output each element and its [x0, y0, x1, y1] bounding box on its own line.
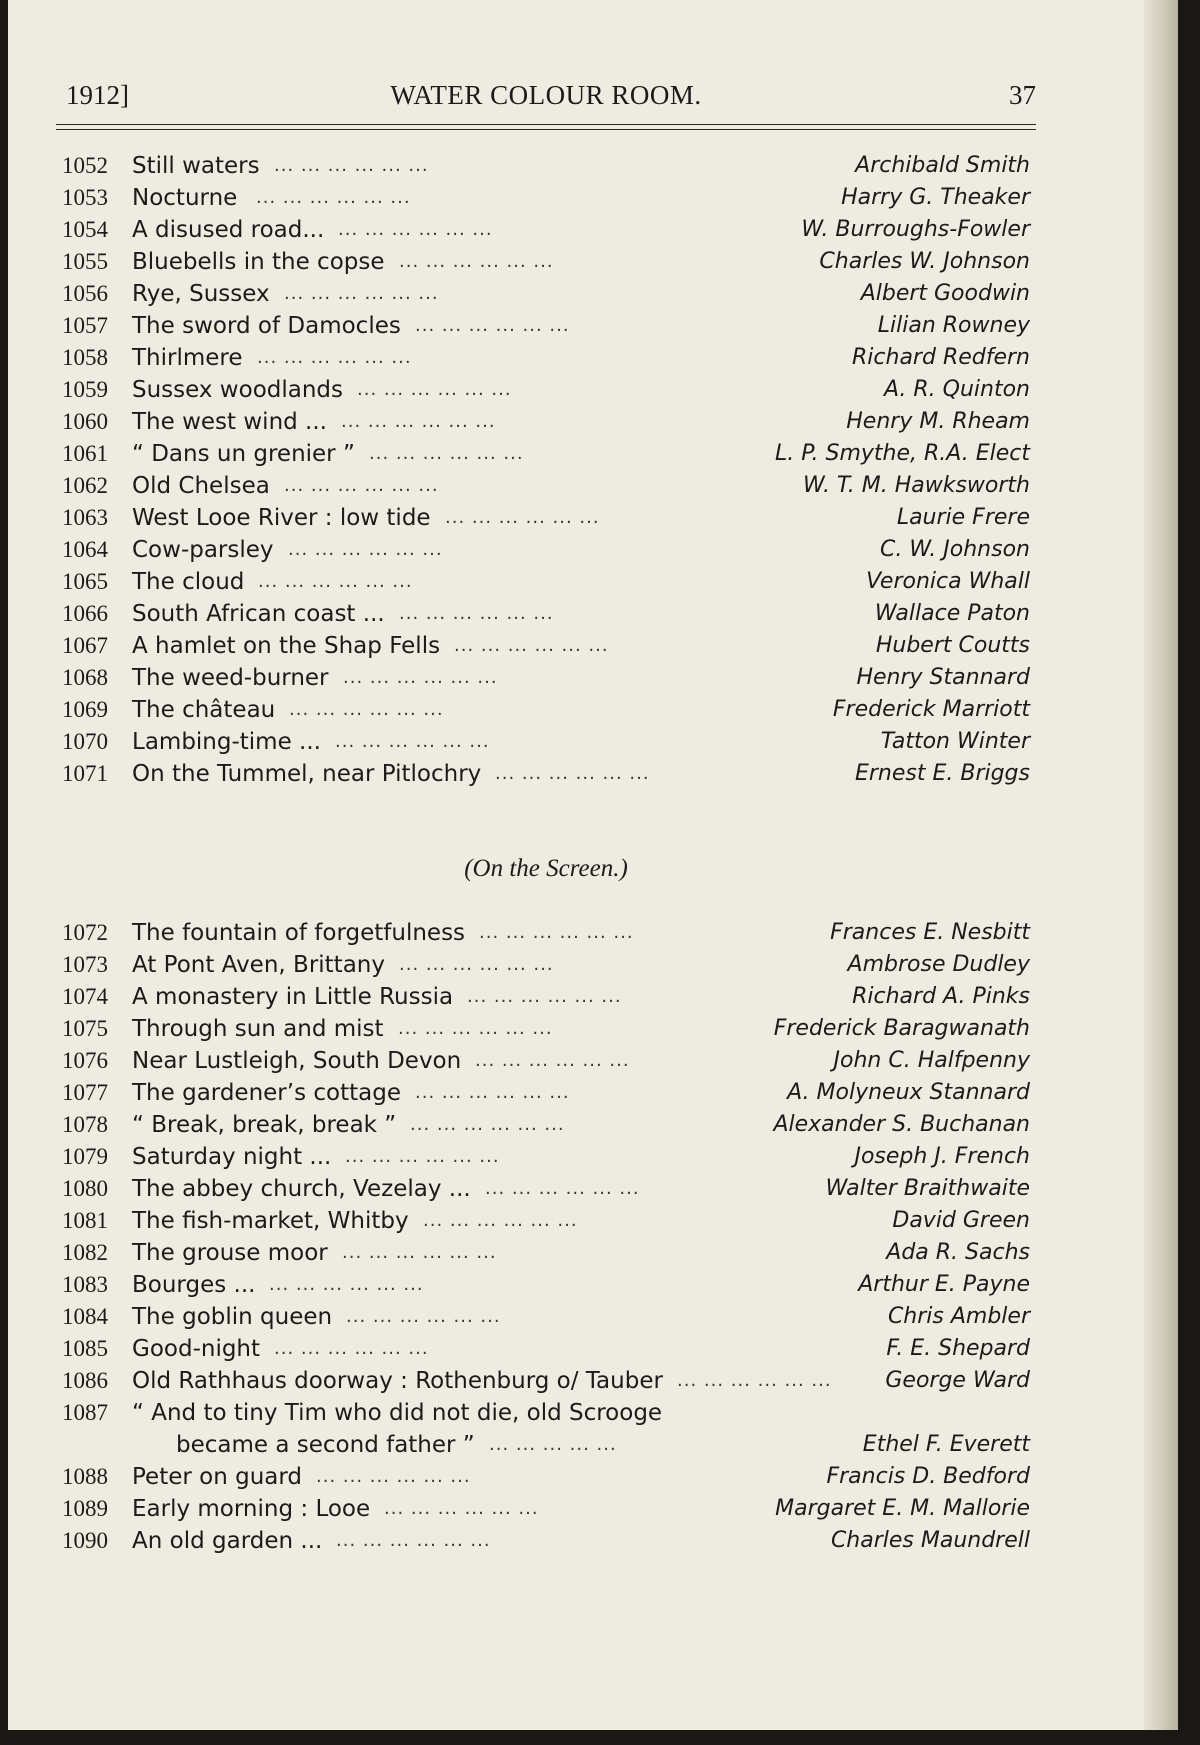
entry-number: 1072 — [62, 920, 108, 945]
catalogue-entry — [56, 662, 1036, 694]
catalogue-entry — [56, 182, 1036, 214]
entry-artist: Chris Ambler — [880, 1301, 1030, 1333]
entry-artist: Lilian Rowney — [870, 310, 1030, 342]
entry-artist: Harry G. Theaker — [833, 182, 1030, 214]
entry-number: 1052 — [62, 153, 108, 178]
leader-dots: ... ... ... ... ... ... — [336, 1530, 491, 1551]
entry-title: “ Break, break, break ” — [132, 1112, 397, 1138]
entry-title: The château — [132, 697, 276, 723]
entry-number: 1059 — [62, 377, 108, 402]
leader-dots: ... ... ... ... ... ... — [258, 571, 413, 592]
entry-number: 1074 — [62, 984, 108, 1009]
entry-artist: Richard A. Pinks — [844, 981, 1030, 1013]
running-header — [56, 80, 1036, 120]
entry-artist: Charles W. Johnson — [811, 246, 1030, 278]
entry-title: Near Lustleigh, South Devon — [132, 1048, 462, 1074]
entry-artist: Henry Stannard — [848, 662, 1030, 694]
entry-number: 1076 — [62, 1048, 108, 1073]
entry-number: 1058 — [62, 345, 108, 370]
catalogue-entry — [56, 374, 1036, 406]
catalogue-entry — [56, 566, 1036, 598]
catalogue-entry — [56, 694, 1036, 726]
entry-title: West Looe River : low tide — [132, 505, 431, 531]
catalogue-entry — [56, 758, 1036, 790]
entry-number: 1065 — [62, 569, 108, 594]
entry-artist: A. Molyneux Stannard — [779, 1077, 1030, 1109]
entry-title: At Pont Aven, Brittany — [132, 952, 385, 978]
leader-dots: ... ... ... ... ... ... — [257, 347, 412, 368]
leader-dots: ... ... ... ... ... ... — [289, 699, 444, 720]
entry-number: 1056 — [62, 281, 108, 306]
catalogue-entry — [56, 1525, 1036, 1557]
entry-title: Saturday night ... — [132, 1144, 332, 1170]
entry-number: 1063 — [62, 505, 108, 530]
leader-dots: ... ... ... ... ... ... — [316, 1466, 471, 1487]
leader-dots: ... ... ... ... ... ... — [475, 1050, 630, 1071]
catalogue-entry — [56, 1173, 1036, 1205]
section-heading-screen: (On the Screen.) — [464, 855, 628, 882]
catalogue-entry — [56, 917, 1036, 949]
entry-artist: Wallace Paton — [867, 598, 1030, 630]
entry-title: Early morning : Looe — [132, 1496, 371, 1522]
leader-dots: ... ... ... ... ... ... — [269, 1274, 424, 1295]
page-number: 37 — [1009, 80, 1036, 110]
catalogue-entry — [56, 1141, 1036, 1173]
entry-number: 1084 — [62, 1304, 108, 1329]
leader-dots: ... ... ... ... ... ... — [342, 1242, 497, 1263]
entry-artist: Richard Redfern — [844, 342, 1030, 374]
leader-dots: ... ... ... ... ... ... — [399, 954, 554, 975]
leader-dots: ... ... ... ... ... ... — [338, 219, 493, 240]
entry-number: 1088 — [62, 1464, 108, 1489]
entry-number: 1066 — [62, 601, 108, 626]
entry-number: 1053 — [62, 185, 108, 210]
catalogue-entry — [56, 438, 1036, 470]
entry-title: “ And to tiny Tim who did not die, old Scrooge — [132, 1400, 663, 1426]
catalogue-entry — [56, 470, 1036, 502]
catalogue-list-screen — [56, 917, 1036, 1557]
entry-artist: Hubert Coutts — [868, 630, 1030, 662]
entry-title: Lambing-time ... — [132, 729, 321, 755]
leader-dots: ... ... ... ... ... ... — [369, 443, 524, 464]
entry-number: 1087 — [62, 1400, 108, 1425]
catalogue-entry — [56, 1493, 1036, 1525]
leader-dots: ... ... ... ... ... ... — [467, 986, 622, 1007]
leader-dots: ... ... ... ... ... ... — [445, 507, 600, 528]
entry-title: Bluebells in the copse — [132, 249, 385, 275]
catalogue-entry — [56, 1397, 1036, 1429]
entry-artist: W. Burroughs-Fowler — [793, 214, 1030, 246]
entry-title: Old Rathhaus doorway : Rothenburg o/ Tauber — [132, 1368, 663, 1394]
entry-title: The weed-burner — [132, 665, 329, 691]
entry-artist: Alexander S. Buchanan — [765, 1109, 1030, 1141]
catalogue-list-main — [56, 150, 1036, 790]
leader-dots: ... ... ... ... ... ... — [335, 731, 490, 752]
entry-artist: Tatton Winter — [873, 726, 1030, 758]
catalogue-entry — [56, 502, 1036, 534]
entry-number: 1064 — [62, 537, 108, 562]
entry-title: The fish-market, Whitby — [132, 1208, 409, 1234]
catalogue-entry — [56, 598, 1036, 630]
entry-number: 1069 — [62, 697, 108, 722]
entry-number: 1085 — [62, 1336, 108, 1361]
catalogue-entry — [56, 1237, 1036, 1269]
entry-artist: Ethel F. Everett — [855, 1429, 1030, 1461]
entry-artist: Frances E. Nesbitt — [822, 917, 1030, 949]
entry-number: 1061 — [62, 441, 108, 466]
catalogue-entry — [56, 214, 1036, 246]
entry-title-continuation: became a second father ” — [176, 1432, 475, 1458]
entry-title: Nocturne — [132, 185, 238, 211]
entry-title: The goblin queen — [132, 1304, 333, 1330]
catalogue-entry — [56, 406, 1036, 438]
entry-artist: Frederick Baragwanath — [766, 1013, 1030, 1045]
entry-title: Old Chelsea — [132, 473, 270, 499]
catalogue-entry — [56, 246, 1036, 278]
leader-dots: ... ... ... ... ... ... — [384, 1498, 539, 1519]
entry-number: 1089 — [62, 1496, 108, 1521]
entry-number: 1090 — [62, 1528, 108, 1553]
catalogue-entry — [56, 726, 1036, 758]
entry-title: Sussex woodlands — [132, 377, 344, 403]
leader-dots: ... ... ... ... ... ... — [399, 251, 554, 272]
entry-title: On the Tummel, near Pitlochry — [132, 761, 482, 787]
leader-dots: ... ... ... ... ... ... — [485, 1178, 640, 1199]
entry-artist: Laurie Frere — [889, 502, 1030, 534]
entry-number: 1070 — [62, 729, 108, 754]
entry-title: A disused road... — [132, 217, 325, 243]
leader-dots: ... ... ... ... ... ... — [423, 1210, 578, 1231]
catalogue-entry — [56, 981, 1036, 1013]
catalogue-entry — [56, 1365, 1036, 1397]
catalogue-entry — [56, 1205, 1036, 1237]
leader-dots: ... ... ... ... ... ... — [454, 635, 609, 656]
entry-number: 1082 — [62, 1240, 108, 1265]
entry-number: 1079 — [62, 1144, 108, 1169]
entry-artist: Frederick Marriott — [825, 694, 1030, 726]
catalogue-entry — [56, 342, 1036, 374]
catalogue-entry — [56, 310, 1036, 342]
leader-dots: ... ... ... ... ... ... — [346, 1306, 501, 1327]
entry-artist: Joseph J. French — [846, 1141, 1030, 1173]
entry-number: 1081 — [62, 1208, 108, 1233]
entry-number: 1080 — [62, 1176, 108, 1201]
entry-artist: C. W. Johnson — [872, 534, 1030, 566]
leader-dots: ... ... ... ... ... ... — [495, 763, 650, 784]
entry-artist: Henry M. Rheam — [838, 406, 1030, 438]
catalogue-entry — [56, 1013, 1036, 1045]
entry-title: The grouse moor — [132, 1240, 328, 1266]
entry-artist: Ambrose Dudley — [840, 949, 1030, 981]
entry-number: 1062 — [62, 473, 108, 498]
leader-dots: ... ... ... ... ... ... — [288, 539, 443, 560]
entry-number: 1071 — [62, 761, 108, 786]
entry-title: Thirlmere — [132, 345, 243, 371]
entry-number: 1060 — [62, 409, 108, 434]
entry-artist: Francis D. Bedford — [818, 1461, 1030, 1493]
catalogue-entry — [56, 150, 1036, 182]
entry-number: 1054 — [62, 217, 108, 242]
entry-title: The abbey church, Vezelay ... — [132, 1176, 471, 1202]
leader-dots: ... ... ... ... ... ... — [479, 922, 634, 943]
leader-dots: ... ... ... ... ... ... — [341, 411, 496, 432]
entry-number: 1055 — [62, 249, 108, 274]
entry-number: 1078 — [62, 1112, 108, 1137]
entry-title: Good-night — [132, 1336, 261, 1362]
entry-artist: Arthur E. Payne — [850, 1269, 1030, 1301]
entry-title: The sword of Damocles — [132, 313, 401, 339]
entry-title: Rye, Sussex — [132, 281, 270, 307]
catalogue-entry — [56, 1109, 1036, 1141]
catalogue-entry-continuation — [56, 1429, 1036, 1461]
entry-artist: Albert Goodwin — [853, 278, 1030, 310]
catalogue-entry — [56, 1333, 1036, 1365]
entry-number: 1083 — [62, 1272, 108, 1297]
entry-title: Cow-parsley — [132, 537, 274, 563]
leader-dots: ... ... ... ... ... ... — [284, 283, 439, 304]
entry-artist: F. E. Shepard — [878, 1333, 1030, 1365]
book-page — [8, 0, 1178, 1730]
leader-dots: ... ... ... ... ... ... — [415, 315, 570, 336]
entry-title: “ Dans un grenier ” — [132, 441, 355, 467]
entry-artist: L. P. Smythe, R.A. Elect — [767, 438, 1030, 470]
entry-number: 1075 — [62, 1016, 108, 1041]
leader-dots: ... ... ... ... ... ... — [284, 475, 439, 496]
catalogue-entry — [56, 1269, 1036, 1301]
catalogue-entry — [56, 278, 1036, 310]
catalogue-entry — [56, 534, 1036, 566]
catalogue-entry — [56, 1045, 1036, 1077]
header-title: WATER COLOUR ROOM. — [390, 80, 702, 110]
leader-dots: ... ... ... ... ... ... — [677, 1370, 832, 1391]
entry-artist: Margaret E. M. Mallorie — [767, 1493, 1030, 1525]
entry-title: Peter on guard — [132, 1464, 303, 1490]
header-rule-bottom — [56, 129, 1036, 130]
leader-dots: ... ... ... ... ... ... — [410, 1114, 565, 1135]
entry-title: A monastery in Little Russia — [132, 984, 454, 1010]
entry-number: 1067 — [62, 633, 108, 658]
entry-artist: A. R. Quinton — [876, 374, 1030, 406]
entry-title: The gardener’s cottage — [132, 1080, 401, 1106]
catalogue-entry — [56, 1301, 1036, 1333]
entry-number: 1068 — [62, 665, 108, 690]
leader-dots: ... ... ... ... ... ... — [357, 379, 512, 400]
entry-artist: W. T. M. Hawksworth — [795, 470, 1030, 502]
entry-artist: Ada R. Sachs — [878, 1237, 1030, 1269]
entry-artist: Archibald Smith — [847, 150, 1030, 182]
page-spine-shadow — [1144, 0, 1178, 1730]
catalogue-entry — [56, 1461, 1036, 1493]
leader-dots: ... ... ... ... ... ... — [256, 187, 411, 208]
leader-dots: ... ... ... ... ... ... — [274, 155, 429, 176]
entry-artist: Veronica Whall — [858, 566, 1030, 598]
entry-title: A hamlet on the Shap Fells — [132, 633, 441, 659]
entry-number: 1077 — [62, 1080, 108, 1105]
entry-artist: Charles Maundrell — [823, 1525, 1030, 1557]
catalogue-entry — [56, 630, 1036, 662]
entry-title: The west wind ... — [132, 409, 327, 435]
catalogue-entry — [56, 949, 1036, 981]
entry-title: An old garden ... — [132, 1528, 323, 1554]
entry-title: Through sun and mist — [132, 1016, 384, 1042]
entry-artist: Ernest E. Briggs — [847, 758, 1030, 790]
entry-title: South African coast ... — [132, 601, 385, 627]
entry-title: The cloud — [132, 569, 245, 595]
catalogue-entry — [56, 1077, 1036, 1109]
header-rule-top — [56, 124, 1036, 125]
leader-dots: ... ... ... ... ... ... — [343, 667, 498, 688]
entry-number: 1057 — [62, 313, 108, 338]
entry-title: Still waters — [132, 153, 260, 179]
leader-dots: ... ... ... ... ... ... — [399, 603, 554, 624]
entry-title: The fountain of forgetfulness — [132, 920, 466, 946]
entry-title: Bourges ... — [132, 1272, 256, 1298]
entry-number: 1086 — [62, 1368, 108, 1393]
leader-dots: ... ... ... ... ... ... — [345, 1146, 500, 1167]
leader-dots: ... ... ... ... ... ... — [274, 1338, 429, 1359]
entry-artist: George Ward — [877, 1365, 1030, 1397]
header-year: 1912] — [66, 80, 129, 110]
leader-dots: ... ... ... ... ... — [489, 1434, 617, 1455]
entry-artist: Walter Braithwaite — [818, 1173, 1030, 1205]
entry-artist: David Green — [884, 1205, 1030, 1237]
leader-dots: ... ... ... ... ... ... — [415, 1082, 570, 1103]
entry-number: 1073 — [62, 952, 108, 977]
leader-dots: ... ... ... ... ... ... — [398, 1018, 553, 1039]
entry-artist: John C. Halfpenny — [826, 1045, 1030, 1077]
